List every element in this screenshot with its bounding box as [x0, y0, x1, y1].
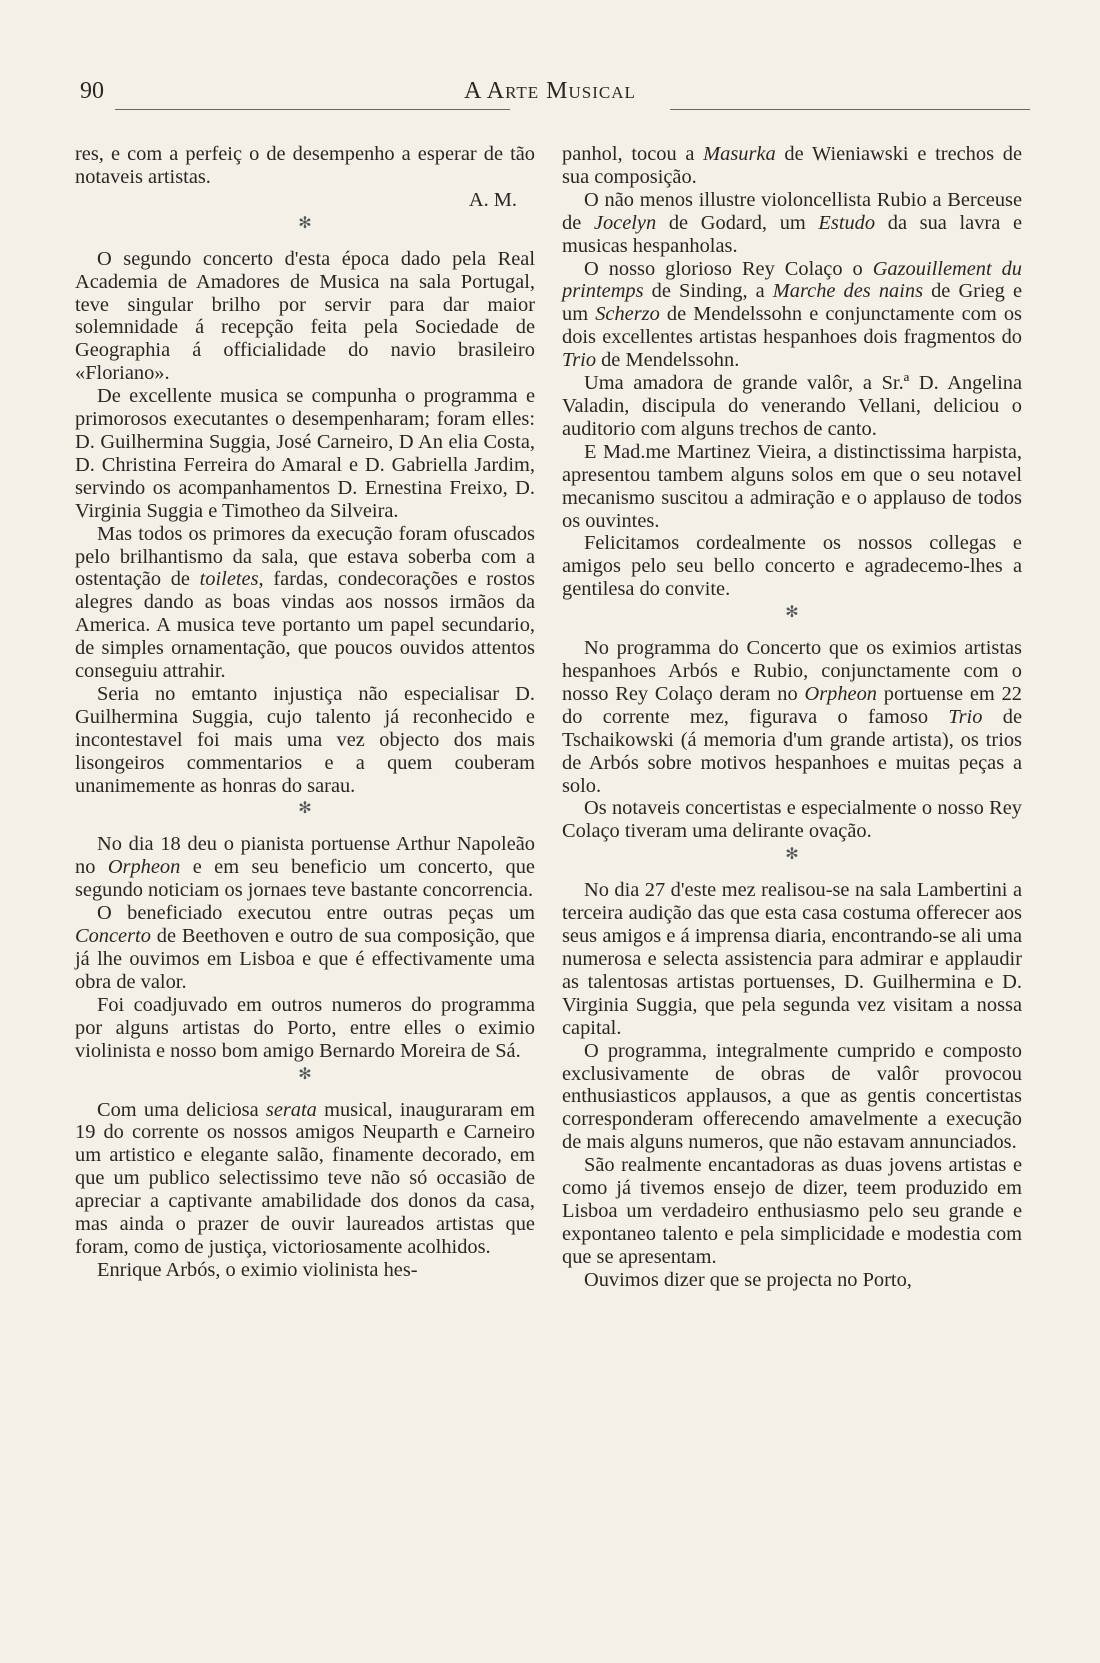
paragraph: De excellente musica se compunha o programma e primorosos executantes o desempenharam; foram elles: D. Guilhermina Suggia, José Carneiro, D An elia Costa, D. Christina Ferreira do Amaral e D. Gabriella Jardim, servindo os acompanhamentos D. Ernestina Freixo, D. Virginia Suggia e Timotheo da Silveira.: [75, 385, 535, 522]
paragraph: O não menos illustre violoncellista Rubio a Berceuse de Jocelyn de Godard, um Estudo da sua lavra e musicas hespanholas.: [562, 188, 1022, 257]
section-separator-asterisk: ✻: [298, 800, 312, 818]
paragraph: panhol, tocou a Masurka de Wieniawski e trechos de sua composição.: [562, 143, 1022, 188]
section-separator-asterisk: ✻: [298, 214, 312, 232]
left-column: [75, 143, 535, 1282]
page-header: [70, 76, 1030, 106]
author-signature: A. M.: [468, 188, 517, 211]
right-column: [562, 143, 1022, 1292]
paragraph: No dia 27 d'este mez realisou-se na sala Lambertini a terceira audição das que esta casa costuma offerecer aos seus amigos e á imprensa diaria, encontrando-se ali uma numerosa e selecta assistencia para admirar e applaudir as talentosas artistas portuenses, D. Guilhermina e D. Virginia Suggia, que pela segunda vez visitam a nossa capital.: [562, 879, 1022, 1039]
paragraph: E Mad.me Martinez Vieira, a distinctissima harpista, apresentou tambem alguns solos em que o seu notavel mecanismo suscitou a admiração e o applauso de todos os ouvintes.: [562, 440, 1022, 532]
paragraph: Ouvimos dizer que se projecta no Porto,: [584, 1268, 912, 1291]
page-number: 90: [80, 78, 104, 104]
paragraph: Os notaveis concertistas e especialmente o nosso Rey Colaço tiveram uma delirante ovação.: [562, 797, 1022, 843]
section-separator-asterisk: ✻: [785, 604, 799, 622]
paragraph: O nosso glorioso Rey Colaço o Gazouillement du printemps de Sinding, a Marche des nains de Grieg e um Scherzo de Mendelssohn e conjunctamente com os dois excellentes artistas hespanhoes dois fragmentos do Trio de Mendelssohn.: [562, 257, 1023, 372]
paragraph: res, e com a perfeiç o de desempenho a esperar de tão notaveis artistas.: [75, 143, 535, 188]
paragraph: O programma, integralmente cumprido e composto exclusivamente de obras de valôr provocou enthusiasticos applausos, a que as gentis concertistas corresponderam offerecendo amavelmente a execução de mais alguns numeros, que não estavam annunciados.: [562, 1039, 1022, 1154]
paragraph: Foi coadjuvado em outros numeros do programma por alguns artistas do Porto, entre elles o eximio violinista e nosso bom amigo Bernardo Moreira de Sá.: [75, 993, 535, 1062]
paragraph: São realmente encantadoras as duas jovens artistas e como já tivemos ensejo de dizer, teem produzido em Lisboa um verdadeiro enthusiasmo pelo seu grande e expontaneo talento e pela simplicidade e modestia com que se apresentam.: [562, 1154, 1022, 1268]
running-title: A Arte Musical: [464, 78, 636, 104]
paragraph: Uma amadora de grande valôr, a Sr.ª D. Angelina Valadin, discipula do venerando Vellani, deliciou o auditorio com alguns trechos de canto.: [562, 372, 1022, 440]
section-separator-asterisk: ✻: [785, 846, 799, 864]
paragraph: Mas todos os primores da execução foram ofuscados pelo brilhantismo da sala, que estava soberba com a ostentação de toiletes, fardas, condecorações e rostos alegres dando as boas vindas aos nossos irmãos da America. A musica teve portanto um papel secundario, de simples ornamentação, que poucos ouvidos attentos conseguiu attrahir.: [75, 522, 535, 683]
header-rule-right: [670, 109, 1030, 110]
paragraph: Enrique Arbós, o eximio violinista hes-: [97, 1258, 418, 1281]
paragraph: O beneficiado executou entre outras peças um Concerto de Beethoven e outro de sua composição, que já lhe ouvimos em Lisboa e que é effectivamente uma obra de valor.: [75, 902, 535, 993]
paragraph: Com uma deliciosa serata musical, inauguraram em 19 do corrente os nossos amigos Neuparth e Carneiro um artistico e elegante salão, finamente decorado, em que um publico selectissimo teve não só occasião de apreciar a captivante amabilidade dos donos da casa, mas ainda o prazer de ouvir laureados artistas que foram, como de justiça, victoriosamente acolhidos.: [75, 1098, 535, 1258]
paragraph: O segundo concerto d'esta época dado pela Real Academia de Amadores de Musica na sala Portugal, teve singular brilho por servir para dar maior solemnidade á recepção feita pela Sociedade de Geographia á officialidade do navio brasileiro «Floriano».: [75, 247, 535, 385]
section-separator-asterisk: ✻: [298, 1065, 312, 1083]
paragraph: No dia 18 deu o pianista portuense Arthur Napoleão no Orpheon e em seu beneficio um concerto, que segundo noticiam os jornaes teve bastante concorrencia.: [75, 833, 535, 902]
paragraph: Felicitamos cordealmente os nossos collegas e amigos pelo seu bello concerto e agradecemo-lhes a gentilesa do convite.: [562, 532, 1022, 601]
paragraph: Seria no emtanto injustiça não especialisar D. Guilhermina Suggia, cujo talento já reconhecido e incontestavel foi mais uma vez objecto dos mais lisongeiros commentarios e a quem couberam unanimemente as honras do sarau.: [75, 682, 535, 797]
header-rule-left: [115, 109, 510, 110]
paragraph: No programma do Concerto que os eximios artistas hespanhoes Arbós e Rubio, conjunctamente com o nosso Rey Colaço deram no Orpheon portuense em 22 do corrente mez, figurava o famoso Trio de Tschaikowski (á memoria d'um grande artista), os trios de Arbós sobre motivos hespanhoes e muitas peças a solo.: [562, 637, 1023, 797]
